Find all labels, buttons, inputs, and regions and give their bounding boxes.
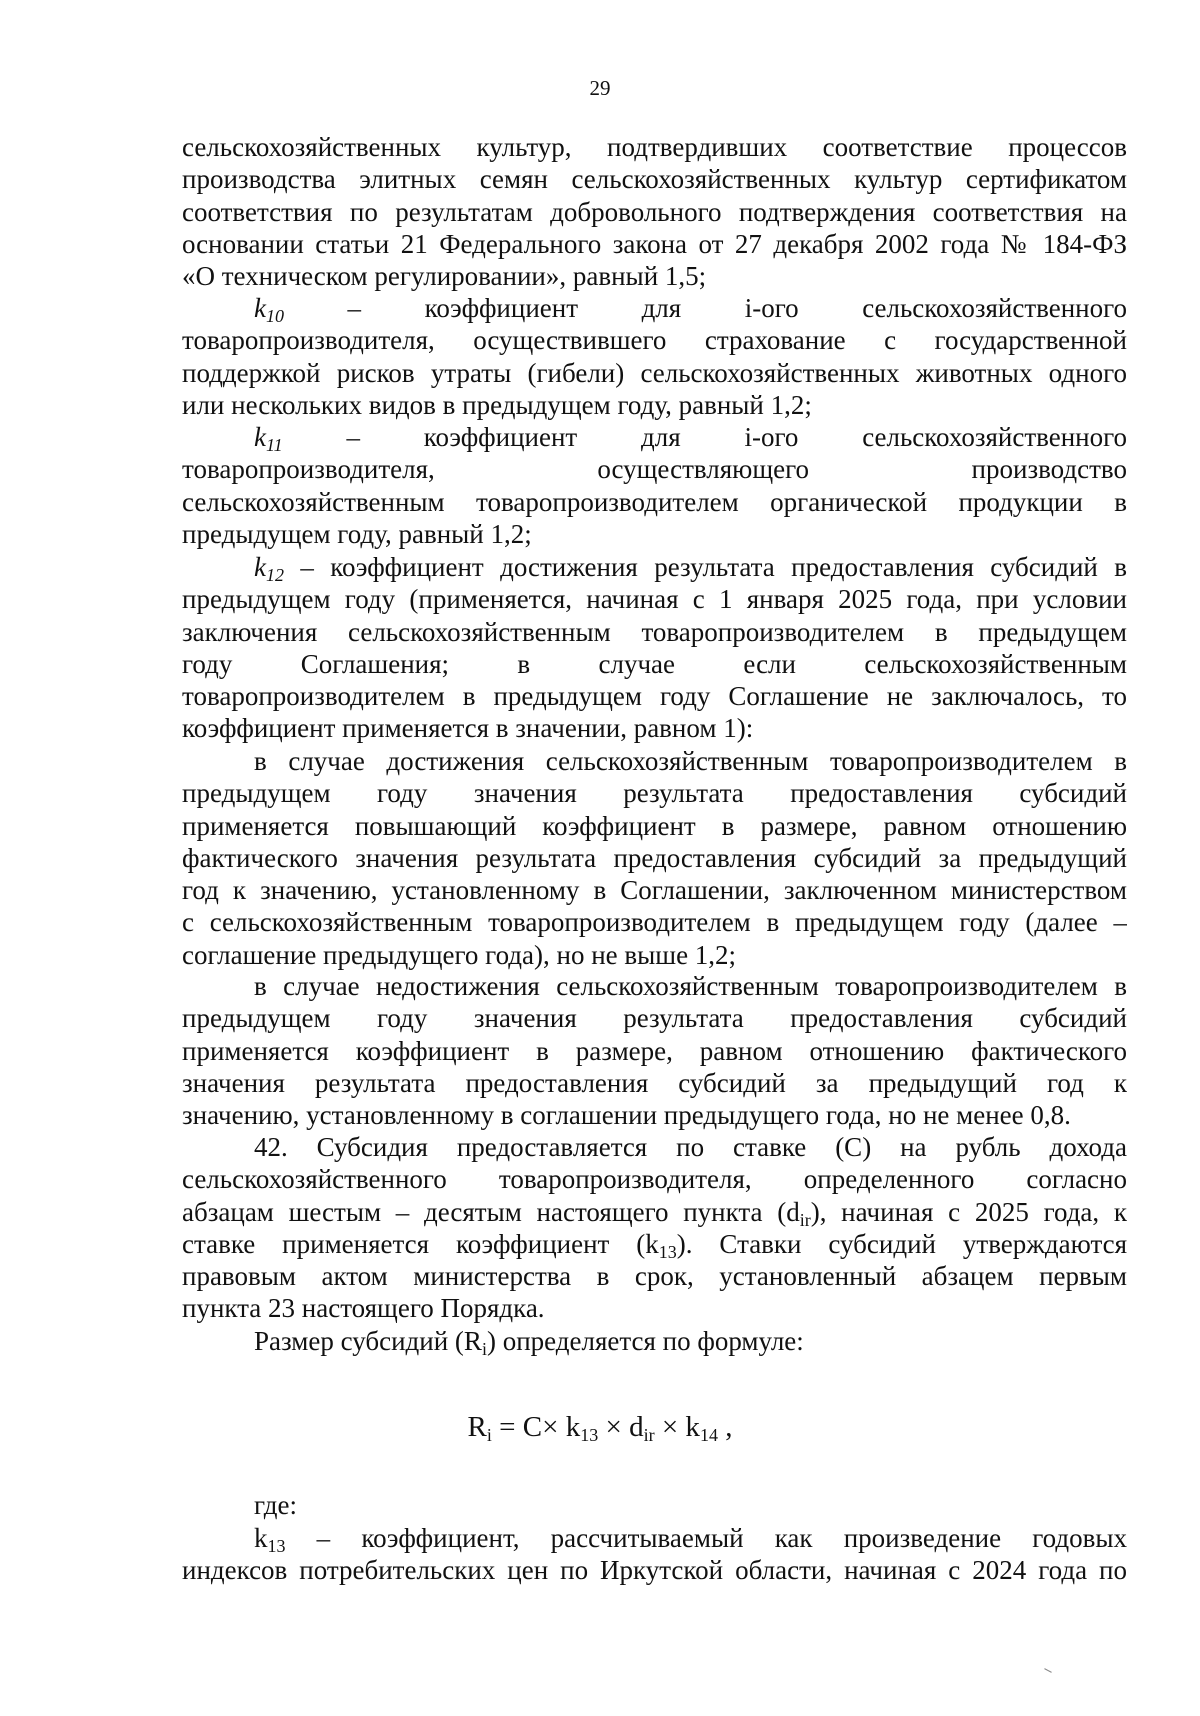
k13-symbol: $k_{13}$ [254,1523,286,1555]
text-line: товаропроизводителя, осуществляющего производство [182,454,1127,485]
text-line: $k_{12}$ – коэффициент достижения результата предоставления субсидий в [254,552,1127,584]
text-line: предыдущем году значения результата предоставления субсидий [182,778,1127,809]
text-line: абзацам шестым – десятым настоящего пункта $(d_{ir})$, начиная с 2025 года, к [182,1196,1127,1228]
text-line: сельскохозяйственных культур, подтвердивших соответствие процессов [182,132,1127,162]
text-line: «О техническом регулировании», равный 1,5; [182,261,707,292]
k10-symbol: $k_{10}$ [254,293,284,325]
k11-symbol: $k_{11}$ [254,422,283,454]
paragraph-certificate-coefficient [182,131,1127,292]
text-line: производства элитных семян сельскохозяйственных культур сертификатом [182,164,1127,195]
text-line: предыдущем году значения результата предоставления субсидий [182,1003,1127,1034]
text-line: сельскохозяйственного товаропроизводителя, определенного согласно [182,1164,1127,1195]
paragraph-42 [182,1131,1127,1325]
text-line: коэффициент применяется в значении, равном 1): [182,713,754,744]
text-line: год к значению, установленному в Соглашении, заключенном министерством [182,875,1127,906]
scan-artifact [1044,1668,1052,1673]
text-line: фактического значения результата предоставления субсидий за предыдущий [182,842,1127,873]
paragraph-formula-intro [182,1325,1127,1357]
where-label: где: [254,1490,297,1520]
paragraph-k11 [182,421,1127,550]
text-line: Размер субсидий $(R_i)$ определяется по формуле: [254,1326,804,1358]
text-line: ставке применяется коэффициент $(k_{13})$. Ставки субсидий утверждаются [182,1228,1127,1261]
text-line: соответствия по результатам добровольного подтверждения соответствия на [182,196,1127,227]
text-line: $k_{10}$ – коэффициент для i-ого сельскохозяйственного [254,293,1127,325]
text-line: основании статьи 21 Федерального закона от 27 декабря 2002 года № 184-ФЗ [182,228,1127,259]
text-line: предыдущем году (применяется, начиная с 1 января 2025 года, при условии [182,584,1127,615]
paragraph-achievement-case [182,745,1127,971]
page-number: 29 [589,76,611,100]
paragraph-non-achievement-case [182,970,1127,1131]
text-line: товаропроизводителя, осуществившего страхование с государственной [182,325,1127,356]
text-line: соглашение предыдущего года), но не выше 1,2; [182,939,737,970]
text-line: применяется коэффициент в размере, равном отношению фактического [182,1035,1127,1066]
text-line: поддержкой рисков утраты (гибели) сельскохозяйственных животных одного [182,357,1127,388]
paragraph-k12 [182,551,1127,745]
text-line: году Соглашения; в случае если сельскохозяйственным [182,648,1127,679]
text-line: товаропроизводителем в предыдущем году Соглашение не заключалось, то [182,681,1127,712]
text-line: заключения сельскохозяйственным товаропроизводителем в предыдущем [182,616,1127,647]
paragraph-k10 [182,292,1127,421]
text-line: индексов потребительских цен по Иркутской области, начиная с 2024 года по [182,1555,1127,1586]
text-line: сельскохозяйственным товаропроизводителем органической продукции в [182,486,1127,517]
text-line: 42. Субсидия предоставляется по ставке (С) на рубль дохода [254,1132,1127,1162]
text-line: в случае достижения сельскохозяйственным товаропроизводителем в [254,746,1127,776]
k12-symbol: $k_{12}$ [254,552,284,584]
paragraph-k13 [182,1522,1127,1587]
text-line: правовым актом министерства в срок, установленный абзацем первым [182,1261,1127,1292]
text-line: предыдущем году, равный 1,2; [182,518,532,549]
text-line: значения результата предоставления субсидий за предыдущий год к [182,1067,1127,1098]
text-line: $k_{13}$ – коэффициент, рассчитываемый как произведение годовых [254,1523,1127,1555]
text-line: $k_{11}$ – коэффициент для i-ого сельскохозяйственного [254,422,1127,454]
text-line: или нескольких видов в предыдущем году, равный 1,2; [182,389,812,420]
text-line: пункта 23 настоящего Порядка. [182,1293,545,1324]
subsidy-formula: $R_i = C\times k_{13} \times d_{ir} \times k_{14}$ , [467,1411,733,1445]
text-line: применяется повышающий коэффициент в размере, равном отношению [182,810,1127,841]
text-line: значению, установленному в соглашении предыдущего года, но не менее 0,8. [182,1100,1071,1131]
text-line: в случае недостижения сельскохозяйственным товаропроизводителем в [254,971,1127,1001]
text-line: с сельскохозяйственным товаропроизводителем в предыдущем году (далее – [182,907,1127,938]
